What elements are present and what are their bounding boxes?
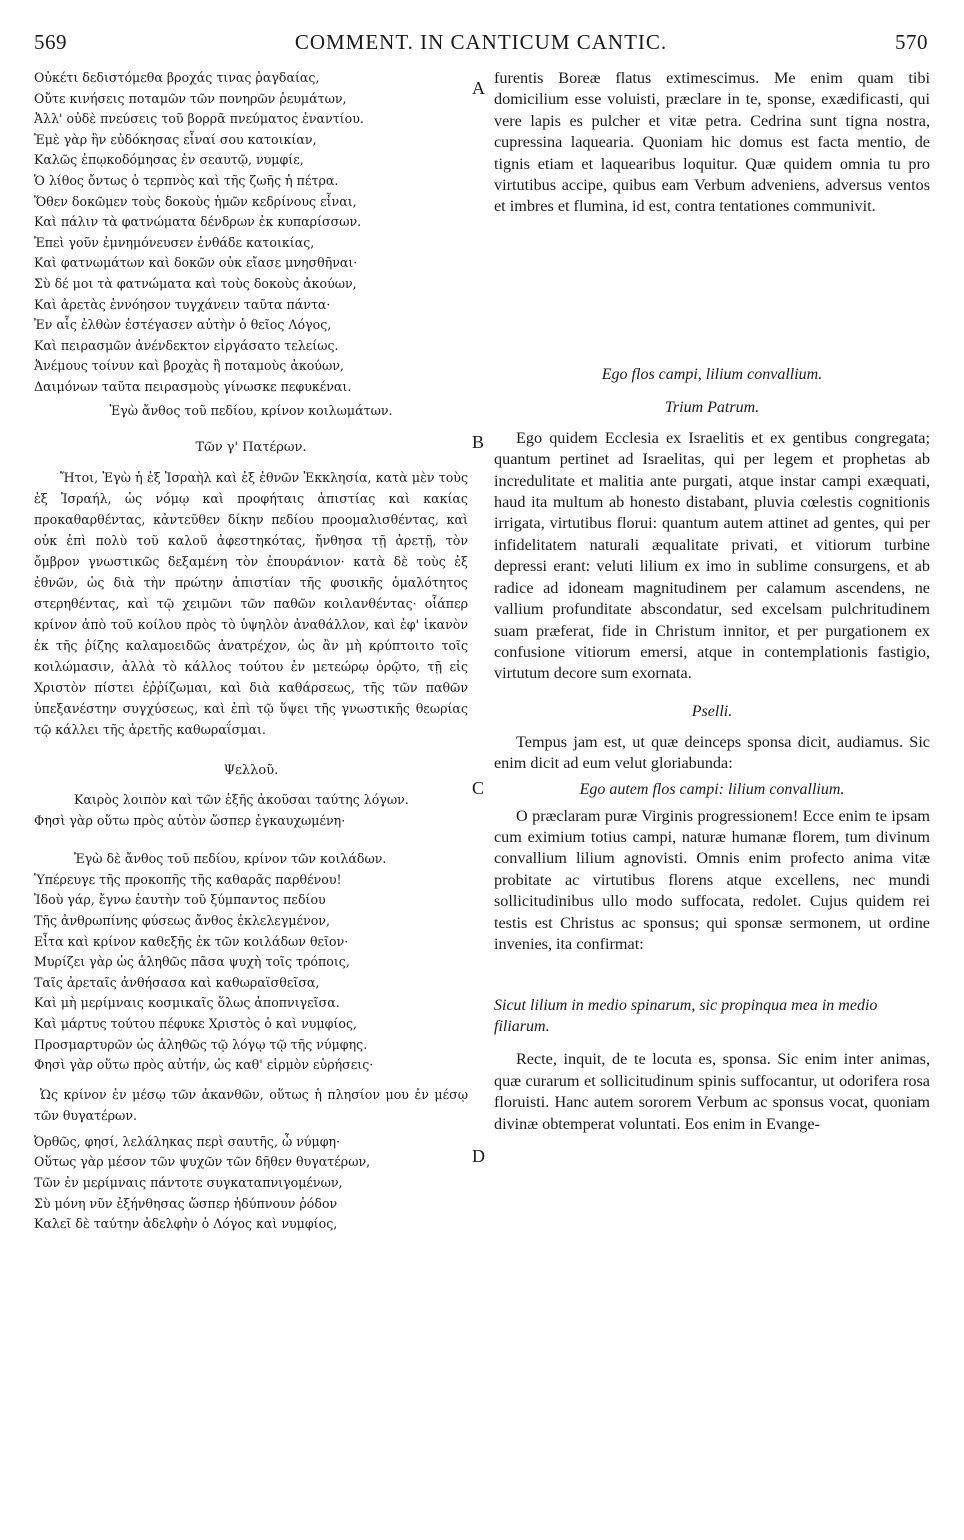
- section-heading-fathers: Τῶν γ' Πατέρων.: [195, 440, 307, 456]
- latin-paragraph-final: Recte, inquit, de te locuta es, sponsa. Sic enim inter animas, quæ curarum et sollicitudinum spinis suffocantur, ut odorifera rosa floruisti. Hanc autem sororem Verbum ac sponsus vocat, quoniam divinæ obtemperat voluntati. Eos enim in Evange-: [494, 1050, 930, 1133]
- poem-line: Οὕτως γὰρ μέσον τῶν ψυχῶν τῶν δῆθεν θυγατέρων,: [34, 1154, 371, 1170]
- poem-line: Καὶ πάλιν τὰ φατνώματα δένδρων ἐκ κυπαρίσσων.: [34, 214, 362, 230]
- poem-line: Σὺ μόνη νῦν ἐξήνθησας ὥσπερ ἡδύπνουν ῥόδον: [34, 1195, 338, 1211]
- poem-line: Προσμαρτυρῶν ὡς ἀληθῶς τῷ λόγῳ τῷ τῆς νύμφης.: [34, 1036, 368, 1052]
- greek-poem-2: [34, 870, 468, 1076]
- poem-line: Εἶτα καὶ κρίνον καθεξῆς ἐκ τῶν κοιλάδων θεῖον·: [34, 933, 349, 949]
- margin-mark-d: D: [472, 1146, 485, 1166]
- poem-line: Καὶ μάρτυς τούτου πέφυκε Χριστὸς ὁ καὶ νυμφίος,: [34, 1016, 358, 1032]
- latin-verse-3: Sicut lilium in medio spinarum, sic propinqua mea in medio filiarum.: [494, 997, 878, 1036]
- poem-line: Σὺ δέ μοι τὰ φατνώματα καὶ τοὺς δοκοὺς ἀκούων,: [34, 275, 357, 291]
- margin-mark-b: B: [472, 432, 485, 452]
- poem-line: Ἐμὲ γὰρ ἣν εὐδόκησας εἶναί σου κατοικίαν,: [34, 131, 317, 147]
- poem-line: Ὅθεν δοκῶμεν τοὺς δοκοὺς ἡμῶν κεδρίνους εἶναι,: [34, 193, 357, 209]
- scripture-verse-2: Ἐγὼ δὲ ἄνθος τοῦ πεδίου, κρίνον τῶν κοιλάδων.: [74, 851, 387, 867]
- latin-verse-1: Ego flos campi, lilium convallium.: [601, 365, 823, 383]
- poem-line: Φησὶ γὰρ οὕτω πρὸς αὐτήν, ὡς καθ' εἱρμὸν εὑρήσεις·: [34, 1057, 374, 1073]
- poem-line: Καὶ πειρασμῶν ἀνένδεκτον εἰργάσατο τελείως.: [34, 337, 339, 353]
- poem-line: Οὐκέτι δεδιστόμεθα βροχάς τινας ῥαγδαίας,: [34, 70, 320, 85]
- psellus-intro: [34, 790, 468, 831]
- latin-paragraph-a: furentis Boreæ flatus extimescimus. Me enim quam tibi domicilium esse voluisti, præclare in te, sponse, exædificasti, qui vere lapis es pulcher et vitæ petra. Cedrina sunt tigna nostra, cupressina laquearia. Quoniam hic domus est facta mentio, de tignis etiam et laquearibus loquitur. Quæ quidem omnia tu pro virtutibus accipe, quibus eam Verbum adveniens, adversus ventos et imbres et flumina, id est, contra tentationes communivit.: [494, 69, 930, 216]
- greek-column: [34, 68, 468, 1235]
- latin-verse-2: Ego autem flos campi: lilium convallium.: [579, 780, 845, 798]
- latin-paragraph-fathers: Ego quidem Ecclesia ex Israelitis et ex gentibus congregata; quantum pertinet ad Israelitas, qui per legem et prophetas ab incredulitate et malitia ante purgati, atque instar campi exæquati, haud ita multum ab honesto distabant, pluvia cœlestis cognitionis irrigata, virtutibus florui: quantum autem attinet ad gentes, qui per infidelitatem naturali æqualitate privati, et vitiorum turbine depressi erant: veluti lilium ex imo in sublime consurgens, et ab radice ad idoneam magnitudinem per calamum ascendens, ne vallium profunditate abscondatur, sed excelsam pulchritudinem suam præferat, fide in Christum innitor, et per purgationem ex confusione vitiorum emersi, atque in contemplationis fastigio, virtutum decore sum exornata.: [494, 428, 930, 683]
- poem-line: Φησὶ γὰρ οὕτω πρὸς αὐτὸν ὥσπερ ἐγκαυχωμένη·: [34, 812, 346, 828]
- poem-line: Ὀρθῶς, φησί, λελάληκας περὶ σαυτῆς, ὦ νύμφη·: [34, 1133, 341, 1149]
- greek-poem-1: [34, 68, 468, 398]
- latin-heading-psellus: Pselli.: [691, 702, 733, 720]
- scripture-verse-1: Ἐγὼ ἄνθος τοῦ πεδίου, κρίνον κοιλωμάτων.: [109, 402, 393, 418]
- poem-line: Ὑπέρευγε τῆς προκοπῆς τῆς καθαρᾶς παρθένου!: [34, 871, 342, 887]
- latin-column: [494, 68, 930, 1135]
- page-number-right: 570: [895, 30, 928, 54]
- poem-line: Τῶν ἐν μερίμναις πάντοτε συγκαταπνιγομένων,: [34, 1175, 343, 1190]
- section-heading-psellus: Ψελλοῦ.: [223, 763, 279, 779]
- latin-paragraph-psellus: O præclaram puræ Virginis progressionem! Ecce enim te ipsam cum eximium totius campi, naturæ humanæ florem, tum divinum convallium lilium agnovisti. Omnis enim profecto anima vitæ probitate ac virtutibus florens atque excellens, nec mundi sollicitudinibus ullo modo suffocata, redolet. Cujus quidem rei testis est Christus ac sponsus; qui sponsæ sermonem, ut ordine invenies, ita confirmat:: [494, 806, 930, 953]
- latin-paragraph-psellus-intro: Tempus jam est, ut quæ deinceps sponsa dicit, audiamus. Sic enim dicit ad eum velut gloriabunda:: [494, 732, 930, 773]
- margin-mark-c: C: [472, 778, 485, 798]
- scripture-verse-3: Ὡς κρίνον ἐν μέσῳ τῶν ἀκανθῶν, οὕτως ἡ πλησίον μου ἐν μέσῳ τῶν θυγατέρων.: [34, 1086, 468, 1123]
- latin-heading-fathers: Trium Patrum.: [664, 398, 760, 416]
- poem-line: Ἐν αἷς ἐλθὼν ἐστέγασεν αὐτὴν ὁ θεῖος Λόγος,: [34, 317, 332, 333]
- poem-line: Μυρίζει γὰρ ὡς ἀληθῶς πᾶσα ψυχὴ τοῖς τρόποις,: [34, 954, 350, 970]
- poem-line: Ὁ λίθος ὄντως ὁ τερπνὸς καὶ τῆς ζωῆς ἡ πέτρα.: [34, 172, 339, 188]
- poem-line: Τῆς ἀνθρωπίνης φύσεως ἄνθος ἐκλελεγμένον,: [34, 913, 330, 929]
- greek-poem-3: [34, 1132, 468, 1235]
- poem-line: Ἀλλ' οὐδὲ πνεύσεις τοῦ βορρᾶ πνεύματος ἐναντίου.: [34, 111, 364, 127]
- poem-line: Ἰδοὺ γάρ, ἔγνω ἑαυτὴν τοῦ ξύμπαντος πεδίου: [34, 892, 326, 908]
- page-header: [34, 30, 928, 56]
- poem-line: Καιρὸς λοιπὸν καὶ τῶν ἑξῆς ἀκοῦσαι ταύτης λόγων.: [74, 792, 409, 808]
- poem-line: Καὶ μὴ μερίμναις κοσμικαῖς ὅλως ἀποπνιγεῖσα.: [34, 995, 340, 1011]
- commentary-paragraph-fathers: Ἤτοι, Ἐγὼ ἡ ἐξ Ἰσραὴλ καὶ ἐξ ἐθνῶν Ἐκκλησία, κατὰ μὲν τοὺς ἐξ Ἰσραήλ, ὡς νόμῳ καὶ προφήταις ἀπιστίας καὶ κακίας προκαθαρθέντας, κἀντεῦθεν δίκην πεδίου προομαλισθέντας, καὶ οὐκ ἐπὶ πολὺ τοῦ καλοῦ ἀφεστηκότας, ἤνθησα τῇ ἀρετῇ, τὸν ὄμβρον γνωστικῶς δεξαμένη τὸν ἐπουράνιον· κατὰ δὲ τοὺς ἐξ ἐθνῶν, ὡς διὰ τὴν πρώτην ἀπιστίαν τῆς φυσικῆς ὁμαλότητος στερηθέντας, καὶ τῷ χειμῶνι τῶν παθῶν κοιλανθέντας· οἷάπερ κρίνον ἀπὸ τοῦ κοίλου πρὸς τὸ ὑψηλὸν ἀναθάλλον, καὶ ἐφ' ἱκανὸν ἐκ τῆς ῥίζης καλαμοειδῶς ἀνατρέχον, ὡς ἂν μὴ κρύπτοιτο τοῖς κοιλώμασιν, ἀλλὰ τὸ κάλλος τούτου ἐν μετεώρῳ ὁρῷτο, τῇ εἰς Χριστὸν πίστει ἐῤῥίζωμαι, καὶ διὰ καθάρσεως, τῆς τῶν παθῶν ὑπεξανέστην συγχύσεως, καὶ ἐπὶ τῷ ὕψει τῆς γνωστικῆς θεωρίας τῷ κάλλει τῆς ἀρετῆς καθωραΐσμαι.: [34, 470, 468, 738]
- poem-line: Ἐπεὶ γοῦν ἐμνημόνευσεν ἐνθάδε κατοικίας,: [34, 234, 315, 250]
- poem-line: Ταῖς ἀρεταῖς ἀνθήσασα καὶ καθωραϊσθεῖσα,: [34, 974, 320, 990]
- page-number-left: 569: [34, 30, 67, 54]
- running-title: COMMENT. IN CANTICUM CANTIC.: [294, 30, 668, 54]
- poem-line: Δαιμόνων ταῦτα πειρασμοὺς γίνωσκε πεφυκέναι.: [34, 378, 352, 394]
- poem-line: Καὶ φατνωμάτων καὶ δοκῶν οὐκ εἴασε μνησθῆναι·: [34, 255, 358, 271]
- poem-line: Οὔτε κινήσεις ποταμῶν τῶν πονηρῶν ῥευμάτων,: [34, 90, 347, 106]
- poem-line: Ἀνέμους τοίνυν καὶ βροχὰς ἢ ποταμοὺς ἀκούων,: [34, 358, 344, 374]
- margin-mark-a: A: [472, 78, 485, 98]
- poem-line: Καὶ ἀρετὰς ἐννόησον τυγχάνειν ταῦτα πάντα·: [34, 296, 331, 312]
- poem-line: Καλεῖ δὲ ταύτην ἀδελφὴν ὁ Λόγος καὶ νυμφίος,: [34, 1216, 338, 1232]
- poem-line: Καλῶς ἐπῳκοδόμησας ἐν σεαυτῷ, νυμφίε,: [34, 152, 304, 168]
